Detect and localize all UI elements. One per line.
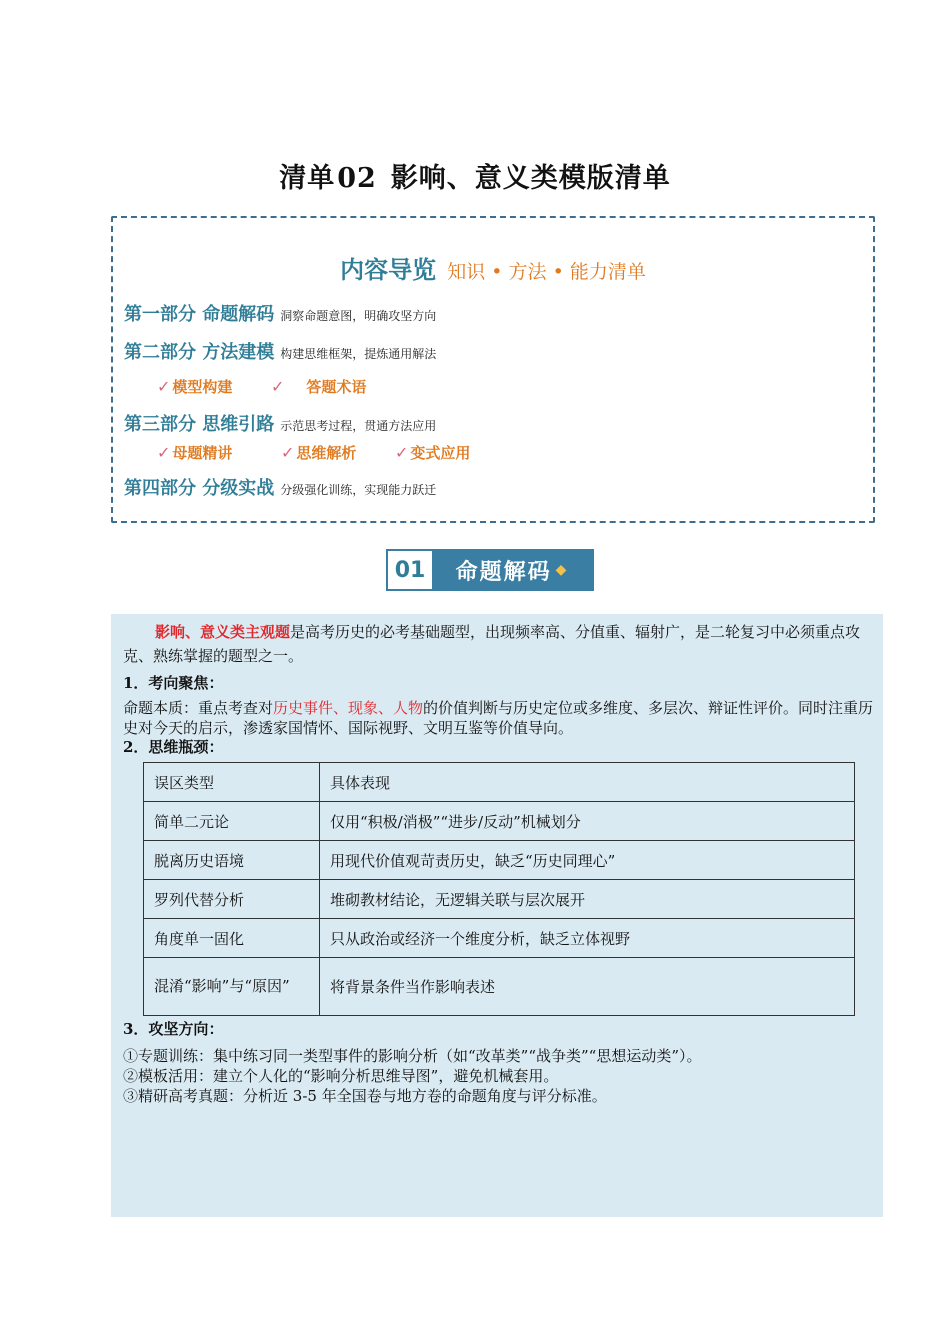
- check-icon: ✓: [281, 443, 295, 462]
- badge-label: 命题解码: [455, 559, 552, 585]
- title-number: 02: [337, 163, 377, 194]
- title-main: 清单: [279, 163, 336, 194]
- section-2-title: 2．思维瓶颈：: [123, 738, 224, 756]
- table-cell: 将背景条件当作影响表述: [320, 958, 855, 1016]
- part-title: 第三部分 思维引路: [124, 414, 275, 435]
- table-header-cell: 具体表现: [320, 763, 855, 802]
- section-3-item: ②模板活用：建立个人化的“影响分析思维导图”，避免机械套用。: [123, 1067, 559, 1085]
- check-icon: ✓: [157, 377, 171, 396]
- overview-part-3: [124, 410, 436, 436]
- section-1-body: 命题本质：重点考查对历史事件、现象、人物的价值判断与历史定位或多维度、多层次、辩证性评价。同时注重历史对今天的启示，渗透家国情怀、国际视野、文明互鉴等价值导向。: [123, 699, 874, 737]
- overview-part-1: [124, 300, 436, 326]
- table-row: [144, 880, 855, 919]
- diamond-icon: ◆: [555, 562, 569, 578]
- table-cell: 罗列代替分析: [144, 880, 320, 919]
- overview-header: [113, 250, 873, 285]
- table-cell: 脱离历史语境: [144, 841, 320, 880]
- table-row: [144, 958, 855, 1016]
- table-cell: 仅用“积极/消极”“进步/反动”机械划分: [320, 802, 855, 841]
- section-badge: [386, 549, 594, 591]
- check-icon: ✓: [271, 377, 285, 396]
- section-3-item: ③精研高考真题：分析近 3-5 年全国卷与地方卷的命题角度与评分标准。: [123, 1087, 607, 1105]
- table-header-cell: 误区类型: [144, 763, 320, 802]
- intro-rest: 是高考历史的必考基础题型，出现频率高、分值重、辐射广，是二轮复习中必须重点攻克、熟练掌握的题型之一。: [123, 623, 861, 665]
- section-1-highlight: 历史事件、现象、人物: [273, 699, 424, 717]
- table-cell: 只从政治或经济一个维度分析，缺乏立体视野: [320, 919, 855, 958]
- overview-heading: 内容导览: [340, 256, 437, 284]
- table-header-row: [144, 763, 855, 802]
- overview-part-2: [124, 338, 436, 364]
- check-icon: ✓: [395, 443, 409, 462]
- table-cell: 用现代价值观苛责历史，缺乏“历史同理心”: [320, 841, 855, 880]
- overview-part-4: [124, 474, 436, 500]
- table-cell: 角度单一固化: [144, 919, 320, 958]
- section-1-title: 1．考向聚焦：: [123, 674, 224, 692]
- table-cell: 混淆“影响”与“原因”: [144, 958, 320, 1016]
- title-rest: 影响、意义类模版清单: [390, 163, 671, 194]
- check-icon: ✓: [157, 443, 171, 462]
- section-3-title: 3．攻坚方向：: [123, 1020, 224, 1038]
- intro-highlight: 影响、意义类主观题: [155, 623, 291, 641]
- overview-subheading: 知识 • 方法 • 能力清单: [447, 261, 646, 283]
- part-desc: 分级强化训练，实现能力跃迁: [280, 483, 437, 497]
- part-desc: 洞察命题意图，明确攻坚方向: [280, 309, 437, 323]
- part-desc: 构建思维框架，提炼通用解法: [280, 347, 437, 361]
- table-row: [144, 841, 855, 880]
- part-title: 第四部分 分级实战: [124, 478, 275, 499]
- sub-item-thinking: ✓ 思维解析: [281, 443, 357, 462]
- sub-item-terms: ✓ 答题术语: [271, 377, 367, 396]
- sub-item-master: ✓ 母题精讲: [157, 443, 233, 462]
- badge-number: 01: [388, 551, 432, 589]
- badge-label-wrap: [432, 551, 592, 589]
- page-title: [0, 156, 950, 195]
- misconception-table: [143, 762, 855, 1016]
- content-overview-box: [111, 216, 875, 523]
- part-title: 第二部分 方法建模: [124, 342, 275, 363]
- table-cell: 堆砌教材结论，无逻辑关联与层次展开: [320, 880, 855, 919]
- intro-paragraph: [123, 620, 875, 668]
- part-title: 第一部分 命题解码: [124, 304, 275, 325]
- section-3-item: ①专题训练：集中练习同一类型事件的影响分析（如“改革类”“战争类”“思想运动类”）。: [123, 1047, 702, 1065]
- table-row: [144, 802, 855, 841]
- part-desc: 示范思考过程，贯通方法应用: [280, 419, 437, 433]
- table-cell: 简单二元论: [144, 802, 320, 841]
- sub-item-model: ✓ 模型构建: [157, 377, 233, 396]
- sub-item-variant: ✓ 变式应用: [395, 443, 471, 462]
- table-row: [144, 919, 855, 958]
- decoding-panel: [111, 614, 883, 1217]
